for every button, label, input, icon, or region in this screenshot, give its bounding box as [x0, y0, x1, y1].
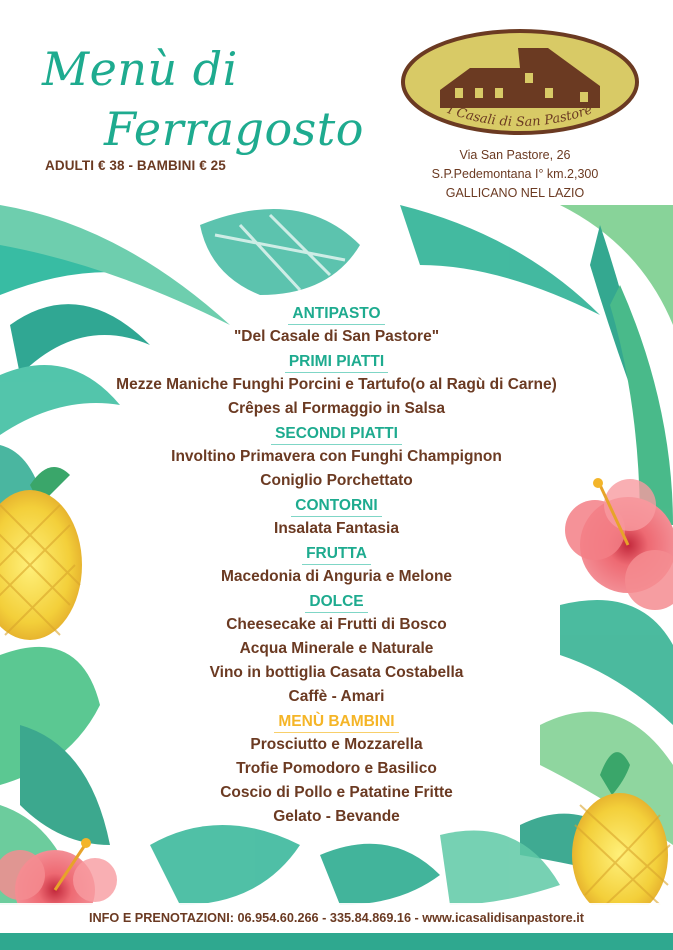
menu-item: "Del Casale di San Pastore" — [233, 328, 440, 345]
menu-item: Trofie Pomodoro e Basilico — [236, 760, 437, 777]
section-contorni — [0, 497, 673, 541]
section-antipasto — [0, 305, 673, 349]
section-title: PRIMI PIATTI — [285, 353, 388, 373]
title-line-2: Ferragosto — [104, 102, 364, 156]
menu-item: Caffè - Amari — [288, 688, 385, 705]
section-title: SECONDI PIATTI — [271, 425, 402, 445]
prices: ADULTI € 38 - BAMBINI € 25 — [45, 158, 226, 173]
monstera-leaf-icon — [150, 825, 560, 905]
house-logo-icon — [400, 28, 640, 136]
section-frutta — [0, 545, 673, 589]
title-line-1: Menù di — [42, 42, 238, 96]
menu-item: Cheesecake ai Frutti di Bosco — [226, 616, 447, 633]
menu-item: Vino in bottiglia Casata Costabella — [209, 664, 464, 681]
menu-item: Mezze Maniche Funghi Porcini e Tartufo(o al Ragù di Carne) — [116, 376, 557, 393]
menu-body — [0, 305, 673, 833]
section-title: FRUTTA — [302, 545, 371, 565]
section-dolce — [0, 593, 673, 709]
menu-item: Prosciutto e Mozzarella — [250, 736, 423, 753]
menu-item: Crêpes al Formaggio in Salsa — [227, 400, 446, 417]
section-title: MENÙ BAMBINI — [274, 713, 398, 733]
section-primi — [0, 353, 673, 421]
monstera-leaf-icon — [200, 209, 360, 295]
section-title: ANTIPASTO — [288, 305, 384, 325]
menu-item: Coscio di Pollo e Patatine Fritte — [220, 784, 453, 801]
section-title: DOLCE — [305, 593, 367, 613]
address-line: Via San Pastore, 26 — [459, 148, 571, 162]
menu-item: Gelato - Bevande — [273, 808, 400, 825]
menu-item: Involtino Primavera con Funghi Champignon — [171, 448, 502, 465]
section-bambini — [0, 713, 673, 829]
header — [0, 0, 673, 205]
footer-contact-info: INFO E PRENOTAZIONI: 06.954.60.266 - 335.84.869.16 - www.icasalidisanpastore.it — [88, 911, 584, 925]
menu-item: Acqua Minerale e Naturale — [239, 640, 434, 657]
section-title: CONTORNI — [291, 497, 381, 517]
section-secondi — [0, 425, 673, 493]
address — [410, 146, 620, 203]
address-line: S.P.Pedemontana I° km.2,300 — [431, 167, 599, 181]
logo-text: I Casali di San Pastore — [445, 102, 595, 131]
footer — [0, 903, 673, 933]
bottom-color-bar — [0, 933, 673, 950]
menu-item: Insalata Fantasia — [274, 520, 399, 537]
menu-item: Macedonia di Anguria e Melone — [220, 568, 453, 585]
menu-item: Coniglio Porchettato — [260, 472, 413, 489]
address-line: GALLICANO NEL LAZIO — [445, 186, 585, 200]
